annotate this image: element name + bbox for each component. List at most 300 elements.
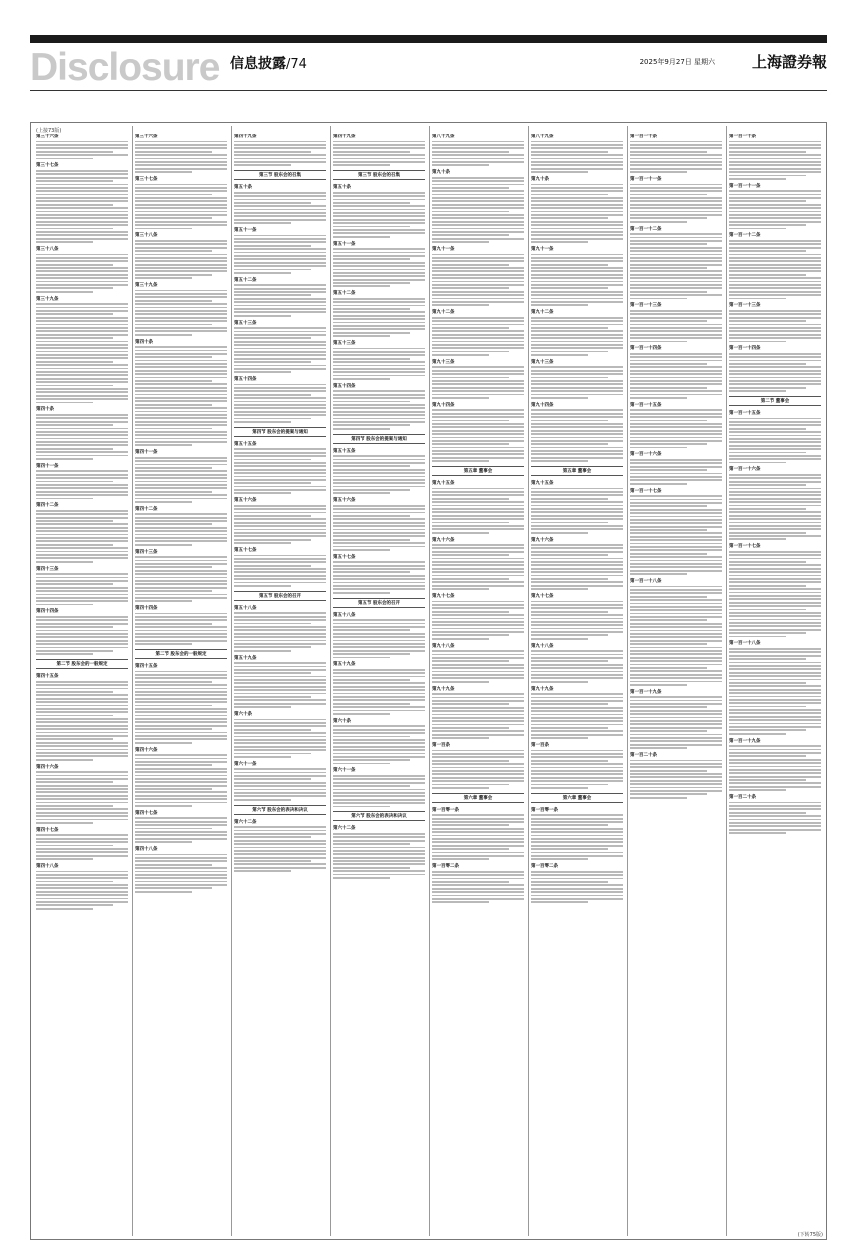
text-line	[36, 154, 128, 156]
text-line	[729, 592, 821, 594]
text-line	[432, 703, 509, 705]
text-line	[36, 481, 113, 483]
text-line	[234, 462, 326, 464]
text-line	[234, 840, 326, 842]
text-line	[36, 718, 128, 720]
text-line	[531, 671, 623, 673]
article-title: 第五十六条	[234, 498, 257, 504]
text-line	[36, 604, 93, 606]
text-line	[432, 547, 524, 549]
text-line	[729, 207, 821, 209]
article-title: 第九十三条	[531, 359, 554, 365]
text-line	[234, 696, 311, 698]
text-line	[531, 871, 623, 873]
text-line	[729, 779, 806, 781]
text-line	[135, 293, 227, 295]
text-line	[333, 706, 425, 708]
text-line	[36, 901, 128, 903]
text-line	[234, 479, 326, 481]
text-line	[36, 351, 128, 353]
text-line	[333, 414, 425, 416]
text-line	[36, 455, 128, 457]
text-line	[630, 187, 722, 189]
article	[36, 163, 128, 243]
text-line	[135, 891, 192, 893]
text-line	[531, 390, 623, 392]
text-line	[729, 474, 821, 476]
text-line	[234, 689, 326, 691]
text-line	[36, 643, 128, 645]
text-line	[36, 749, 128, 751]
text-line	[333, 877, 390, 879]
text-line	[432, 164, 489, 166]
text-line	[729, 445, 821, 447]
text-line	[135, 151, 212, 153]
text-line	[333, 676, 425, 678]
text-line	[630, 267, 707, 269]
text-line	[333, 657, 390, 659]
text-line	[432, 773, 524, 775]
text-line	[333, 669, 425, 671]
text-line	[729, 712, 821, 714]
text-line	[630, 337, 722, 339]
text-line	[630, 763, 722, 765]
text-line	[630, 250, 722, 252]
article	[333, 662, 425, 714]
text-line	[333, 275, 425, 277]
text-line	[531, 327, 608, 329]
text-line	[36, 530, 128, 532]
text-line	[135, 527, 227, 529]
text-line	[234, 215, 326, 217]
text-line	[630, 383, 722, 385]
article	[135, 748, 227, 807]
section-heading: 第二节 董事会	[729, 396, 821, 406]
text-line	[729, 675, 821, 677]
text-line	[729, 528, 821, 530]
text-line	[333, 365, 425, 367]
text-line	[234, 568, 326, 570]
text-line	[432, 554, 509, 556]
text-line	[333, 489, 410, 491]
text-line	[432, 697, 524, 699]
text-line	[36, 274, 128, 276]
text-line	[333, 850, 425, 852]
text-line	[729, 494, 821, 496]
article-title: 第三十七条	[36, 163, 59, 169]
text-line	[432, 267, 524, 269]
text-line	[630, 573, 687, 575]
text-line	[333, 568, 425, 570]
article-title: 第五十条	[234, 185, 252, 191]
text-line	[630, 553, 707, 555]
text-line	[36, 819, 128, 821]
text-line	[729, 762, 821, 764]
article	[630, 690, 722, 749]
text-line	[432, 588, 489, 590]
text-line	[36, 434, 128, 436]
article	[432, 644, 524, 683]
text-line	[135, 864, 212, 866]
text-line	[36, 395, 128, 397]
text-line	[36, 221, 128, 223]
text-line	[36, 487, 128, 489]
text-line	[531, 855, 623, 857]
text-line	[234, 222, 291, 224]
text-column	[135, 134, 227, 1232]
text-line	[333, 867, 410, 869]
text-line	[135, 327, 227, 329]
text-line	[432, 274, 524, 276]
article	[729, 134, 821, 180]
text-line	[36, 158, 93, 160]
text-line	[333, 623, 425, 625]
text-line	[135, 346, 227, 348]
text-line	[432, 558, 524, 560]
text-line	[531, 773, 623, 775]
text-line	[36, 330, 128, 332]
text-line	[36, 834, 128, 836]
text-line	[234, 725, 326, 727]
text-line	[432, 884, 524, 886]
text-line	[432, 852, 524, 854]
text-line	[36, 344, 128, 346]
text-line	[333, 229, 425, 231]
text-line	[234, 795, 326, 797]
article-title: 第四十条	[36, 407, 54, 413]
text-line	[531, 858, 588, 860]
article	[333, 613, 425, 659]
text-line	[729, 709, 821, 711]
text-line	[630, 596, 707, 598]
text-line	[36, 778, 128, 780]
text-line	[432, 161, 524, 163]
text-line	[333, 833, 425, 835]
newspaper-name: 上海證券報	[751, 53, 827, 71]
article-title: 第九十条	[531, 176, 549, 182]
text-line	[729, 629, 821, 631]
dateline: 2025年9月27日 星期六	[639, 58, 715, 66]
article-title: 第一百零一条	[432, 807, 459, 813]
text-line	[36, 431, 128, 433]
text-line	[432, 177, 524, 179]
text-line	[531, 184, 623, 186]
text-line	[630, 495, 722, 497]
text-line	[333, 763, 390, 765]
text-line	[729, 383, 821, 385]
text-line	[333, 686, 425, 688]
column-separator	[528, 126, 529, 1236]
text-line	[135, 360, 227, 362]
text-line	[135, 380, 212, 382]
text-line	[630, 416, 722, 418]
text-line	[531, 710, 623, 712]
text-line	[630, 566, 722, 568]
text-line	[234, 258, 326, 260]
text-line	[234, 368, 326, 370]
article-title: 第一百一十三条	[729, 303, 761, 309]
text-line	[333, 219, 425, 221]
text-column	[234, 134, 326, 1232]
text-line	[630, 479, 722, 481]
text-line	[432, 750, 524, 752]
article	[36, 407, 128, 459]
text-line	[630, 797, 687, 799]
text-line	[333, 411, 425, 413]
article-title: 第四十九条	[234, 134, 257, 139]
text-line	[234, 390, 326, 392]
text-line	[135, 881, 227, 883]
text-line	[36, 374, 128, 376]
text-line	[432, 767, 524, 769]
text-line	[729, 243, 821, 245]
text-line	[729, 421, 821, 423]
text-line	[729, 373, 821, 375]
text-line	[432, 260, 524, 262]
text-line	[432, 317, 524, 319]
text-line	[36, 317, 128, 319]
text-line	[234, 354, 326, 356]
article-title: 第四十一条	[135, 450, 158, 456]
text-line	[630, 141, 722, 143]
text-line	[432, 373, 524, 375]
text-line	[135, 583, 227, 585]
article-title: 第六十一条	[333, 768, 356, 774]
text-line	[36, 260, 128, 262]
text-line	[135, 494, 227, 496]
text-line	[729, 477, 821, 479]
text-line	[333, 512, 425, 514]
text-line	[333, 525, 425, 527]
article-title: 第五十九条	[234, 655, 257, 661]
text-line	[234, 265, 326, 267]
text-line	[333, 561, 425, 563]
text-line	[36, 534, 128, 536]
article-title: 第一百一十三条	[630, 303, 662, 309]
text-line	[36, 752, 128, 754]
text-line	[432, 717, 524, 719]
text-line	[135, 307, 227, 309]
text-line	[432, 631, 524, 633]
text-line	[432, 671, 524, 673]
text-line	[135, 857, 227, 859]
text-line	[135, 691, 227, 693]
text-line	[234, 676, 326, 678]
article	[36, 567, 128, 606]
text-line	[135, 411, 227, 413]
text-line	[432, 204, 524, 206]
text-line	[729, 554, 821, 556]
text-line	[333, 255, 425, 257]
article	[135, 340, 227, 447]
text-line	[531, 298, 623, 300]
text-line	[432, 238, 524, 240]
text-line	[729, 685, 821, 687]
text-line	[531, 171, 588, 173]
text-line	[135, 681, 212, 683]
text-line	[333, 874, 425, 876]
text-line	[432, 720, 524, 722]
text-line	[36, 204, 113, 206]
text-line	[36, 812, 128, 814]
text-line	[135, 834, 227, 836]
text-line	[531, 544, 623, 546]
text-line	[36, 334, 128, 336]
text-line	[432, 211, 509, 213]
text-line	[234, 860, 311, 862]
text-line	[135, 460, 227, 462]
text-line	[531, 420, 608, 422]
text-line	[531, 532, 588, 534]
text-line	[36, 805, 113, 807]
text-line	[333, 351, 425, 353]
text-line	[333, 258, 410, 260]
text-line	[36, 313, 113, 315]
text-line	[432, 241, 489, 243]
text-line	[36, 781, 113, 783]
article	[531, 644, 623, 683]
column-separator	[429, 126, 430, 1236]
text-line	[36, 284, 128, 286]
text-line	[630, 696, 722, 698]
text-line	[729, 598, 821, 600]
text-line	[630, 207, 722, 209]
top-bar	[30, 35, 827, 43]
text-line	[729, 538, 786, 540]
text-line	[432, 377, 509, 379]
text-line	[432, 634, 509, 636]
section-heading: 第六章 董事会	[531, 793, 623, 803]
article	[531, 481, 623, 533]
text-line	[135, 147, 227, 149]
article-title: 第四十二条	[36, 503, 59, 509]
text-line	[729, 260, 821, 262]
text-line	[531, 515, 623, 517]
text-line	[432, 337, 524, 339]
text-line	[36, 421, 128, 423]
text-line	[234, 847, 326, 849]
text-line	[36, 630, 128, 632]
text-line	[234, 272, 291, 274]
article-title: 第一百一十八条	[630, 578, 662, 584]
text-line	[36, 580, 128, 582]
text-line	[333, 232, 425, 234]
text-line	[36, 728, 128, 730]
text-line	[432, 901, 489, 903]
text-line	[630, 563, 722, 565]
text-line	[729, 789, 786, 791]
text-line	[135, 728, 212, 730]
text-line	[36, 337, 113, 339]
text-line	[135, 187, 227, 189]
text-line	[333, 549, 390, 551]
text-line	[135, 154, 227, 156]
text-line	[36, 557, 128, 559]
article-title: 第五十四条	[333, 383, 356, 389]
text-line	[135, 207, 227, 209]
text-line	[531, 628, 623, 630]
text-line	[36, 517, 128, 519]
text-line	[630, 298, 687, 300]
text-line	[729, 612, 821, 614]
text-line	[531, 707, 623, 709]
text-line	[630, 505, 707, 507]
text-line	[531, 294, 623, 296]
article-title: 第一百二十条	[630, 752, 657, 758]
text-line	[36, 470, 128, 472]
article	[135, 606, 227, 645]
text-line	[630, 320, 707, 322]
text-line	[135, 540, 227, 542]
text-line	[36, 368, 128, 370]
text-line	[36, 357, 128, 359]
article	[234, 442, 326, 494]
text-line	[432, 217, 524, 219]
text-line	[531, 848, 608, 850]
text-line	[234, 619, 326, 621]
article-title: 第一百条	[432, 743, 450, 749]
text-line	[36, 721, 128, 723]
text-line	[432, 416, 524, 418]
text-line	[630, 237, 722, 239]
text-line	[135, 394, 227, 396]
text-line	[234, 365, 326, 367]
text-line	[630, 556, 722, 558]
text-line	[531, 168, 623, 170]
text-line	[135, 211, 227, 213]
text-line	[36, 170, 128, 172]
text-line	[432, 508, 524, 510]
text-line	[630, 730, 707, 732]
text-line	[531, 337, 623, 339]
text-line	[234, 371, 291, 373]
text-line	[630, 164, 722, 166]
text-line	[729, 498, 821, 500]
text-line	[531, 164, 623, 166]
text-line	[729, 532, 806, 534]
text-line	[432, 187, 509, 189]
text-line	[135, 738, 227, 740]
text-line	[432, 207, 524, 209]
text-line	[729, 733, 786, 735]
text-line	[135, 708, 227, 710]
text-line	[630, 519, 722, 521]
text-line	[135, 240, 227, 242]
text-line	[36, 391, 128, 393]
text-line	[432, 437, 524, 439]
text-line	[729, 418, 821, 420]
text-line	[135, 158, 227, 160]
text-line	[36, 197, 128, 199]
text-line	[531, 703, 608, 705]
text-line	[729, 588, 821, 590]
article	[135, 550, 227, 602]
text-line	[531, 898, 623, 900]
text-line	[432, 426, 524, 428]
text-line	[729, 171, 821, 173]
text-line	[333, 305, 425, 307]
text-line	[432, 180, 524, 182]
section-heading: 第四节 股东会的提案与通知	[234, 427, 326, 437]
text-line	[432, 294, 524, 296]
text-line	[630, 466, 722, 468]
text-line	[729, 158, 821, 160]
text-line	[432, 528, 524, 530]
text-line	[234, 327, 326, 329]
text-line	[135, 791, 227, 793]
text-line	[531, 551, 623, 553]
text-line	[729, 435, 821, 437]
